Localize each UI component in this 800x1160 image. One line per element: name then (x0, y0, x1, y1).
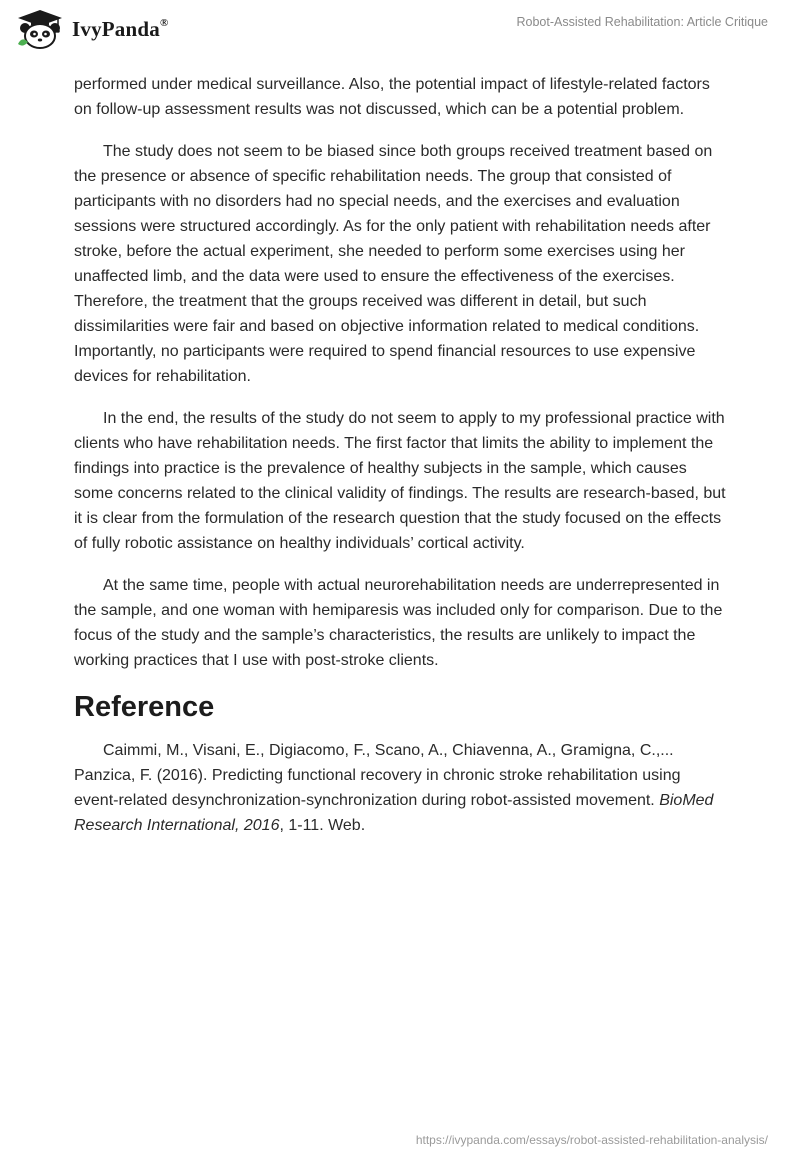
panda-graduate-icon (14, 8, 66, 50)
article-content (74, 72, 726, 855)
page-header (0, 0, 800, 70)
paragraph-3: In the end, the results of the study do not seem to apply to my professional practice with clients who have rehabilitation needs. The first factor that limits the ability to implement the findings into practice is the prevalence of healthy subjects in the sample, which causes some concerns related to the clinical validity of findings. The results are research-based, but it is clear from the formulation of the research question that the study focused on the effects of fully robotic assistance on healthy individuals’ cortical activity. (74, 410, 726, 552)
ivypanda-logo[interactable] (14, 8, 168, 50)
reference-authors: Caimmi, M., Visani, E., Digiacomo, F., Scano, A., Chiavenna, A., Gramigna, C.,... Panzica, F. (2016). Predicting functional recovery in chronic stroke rehabilitation using event-related desynchronization-synchronization during robot-assisted movement. (74, 742, 681, 809)
paragraph-4: At the same time, people with actual neurorehabilitation needs are underrepresented in the sample, and one woman with hemiparesis was included only for comparison. Due to the focus of the study and the sample’s characteristics, the results are unlikely to impact the working practices that I use with post-stroke clients. (74, 577, 723, 669)
source-url[interactable]: https://ivypanda.com/essays/robot-assisted-rehabilitation-analysis/ (415, 1133, 768, 1147)
document-title: Robot-Assisted Rehabilitation: Article Critique (516, 15, 768, 29)
paragraph-2: The study does not seem to be biased since both groups received treatment based on the presence or absence of specific rehabilitation needs. The group that consisted of participants with no disorders had no special needs, and the exercises and evaluation sessions were structured accordingly. As for the only patient with rehabilitation needs after stroke, before the actual experiment, she needed to perform some exercises using her unaffected limb, and the data were used to ensure the effectiveness of the exercises. Therefore, the treatment that the groups received was different in detail, but such dissimilarities were fair and based on objective information related to medical conditions. Importantly, no participants were required to spend financial resources to use expensive devices for rehabilitation. (74, 143, 713, 385)
paragraph-1: performed under medical surveillance. Also, the potential impact of lifestyle-related factors on follow-up assessment results was not discussed, which can be a potential problem. (74, 76, 710, 118)
reference-pages: , 1-11. Web. (279, 817, 366, 834)
reference-entry (74, 738, 726, 838)
reference-journal: BioMed Research International, 2016 (74, 792, 714, 834)
reference-heading: Reference (74, 691, 215, 723)
brand-name: IvyPanda® (72, 16, 169, 41)
